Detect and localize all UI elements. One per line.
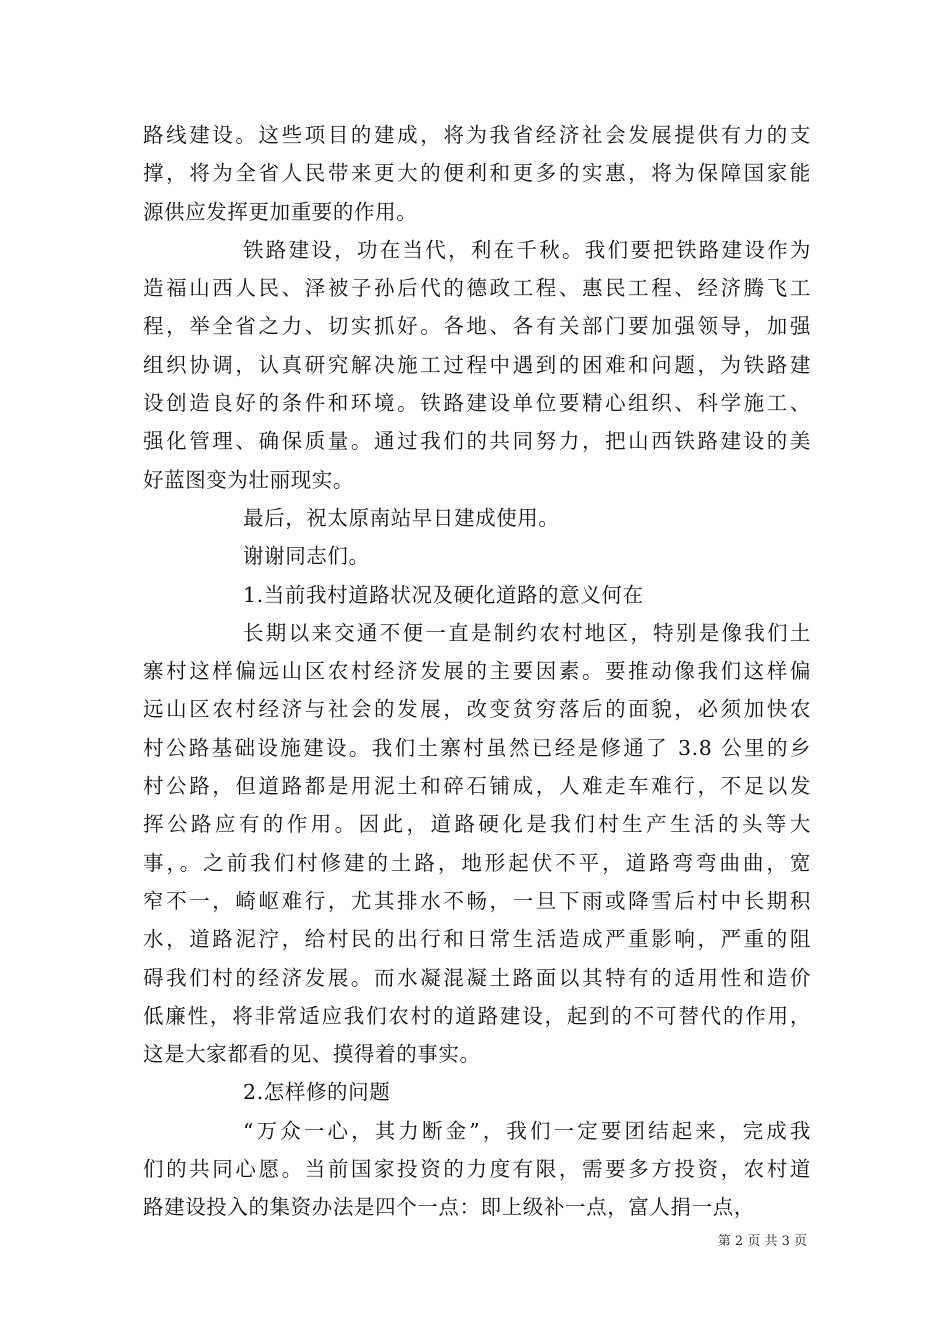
paragraph xyxy=(143,1073,811,1111)
text-line: 寨村这样偏远山区农村经济发展的主要因素。要推动像我们这样偏 xyxy=(143,659,811,684)
paragraph xyxy=(143,614,811,1074)
text-line: 1.当前我村道路状况及硬化道路的意义何在 xyxy=(243,582,644,607)
text-line: 好蓝图变为壮丽现实。 xyxy=(143,467,354,492)
paragraph xyxy=(143,576,811,614)
paragraph xyxy=(143,537,811,575)
paragraph xyxy=(143,231,811,499)
text-line: 强化管理、确保质量。通过我们的共同努力，把山西铁路建设的美 xyxy=(143,429,811,454)
text-line: 长期以来交通不便一直是制约农村地区，特别是像我们土 xyxy=(243,620,811,645)
text-line: 挥公路应有的作用。因此，道路硬化是我们村生产生活的头等大 xyxy=(143,812,811,837)
paragraph xyxy=(143,116,811,231)
text-line: 水，道路泥泞，给村民的出行和日常生活造成严重影响，严重的阻 xyxy=(143,927,811,952)
text-line: 2.怎样修的问题 xyxy=(243,1080,391,1105)
text-line: 最后，祝太原南站早日建成使用。 xyxy=(243,505,560,530)
text-line: “万众一心，其力断金”，我们一定要团结起来，完成我 xyxy=(243,1118,811,1143)
text-line: 事，。之前我们村修建的土路，地形起伏不平，道路弯弯曲曲，宽 xyxy=(143,850,811,875)
page-footer xyxy=(0,1232,950,1252)
text-line: 谢谢同志们。 xyxy=(243,544,370,569)
text-line: 程，举全省之力、切实抓好。各地、各有关部门要加强领导，加强 xyxy=(143,314,811,339)
text-line: 村公路，但道路都是用泥土和碎石铺成，人难走车难行，不足以发 xyxy=(143,774,811,799)
paragraph xyxy=(143,1112,811,1227)
text-line: 路建设投入的集资办法是四个一点：即上级补一点，富人捐一点， xyxy=(143,1195,755,1220)
text-line: 这是大家都看的见、摸得着的事实。 xyxy=(143,1042,481,1067)
page-number: 第 2 页 共 3 页 xyxy=(717,1234,807,1249)
text-line: 源供应发挥更加重要的作用。 xyxy=(143,199,418,224)
text-line: 撑，将为全省人民带来更大的便利和更多的实惠，将为保障国家能 xyxy=(143,161,811,186)
paragraph xyxy=(143,499,811,537)
text-line: 村公路基础设施建设。我们土寨村虽然已经是修通了 3.8 公里的乡 xyxy=(143,735,811,760)
text-line: 路线建设。这些项目的建成，将为我省经济社会发展提供有力的支 xyxy=(143,123,811,147)
text-line: 设创造良好的条件和环境。铁路建设单位要精心组织、科学施工、 xyxy=(143,391,811,416)
text-line: 远山区农村经济与社会的发展，改变贫穷落后的面貌，必须加快农 xyxy=(143,697,811,722)
text-line: 碍我们村的经济发展。而水凝混凝土路面以其特有的适用性和造价 xyxy=(143,965,811,990)
document-body xyxy=(143,116,811,1227)
text-line: 们的共同心愿。当前国家投资的力度有限，需要多方投资，农村道 xyxy=(143,1157,811,1182)
text-line: 窄不一，崎岖难行，尤其排水不畅，一旦下雨或降雪后村中长期积 xyxy=(143,888,811,913)
text-line: 造福山西人民、泽被子孙后代的德政工程、惠民工程、经济腾飞工 xyxy=(143,276,811,301)
text-line: 组织协调，认真研究解决施工过程中遇到的困难和问题，为铁路建 xyxy=(143,352,811,377)
text-line: 铁路建设，功在当代，利在千秋。我们要把铁路建设作为 xyxy=(243,237,811,262)
text-line: 低廉性，将非常适应我们农村的道路建设，起到的不可替代的作用， xyxy=(143,1003,811,1028)
